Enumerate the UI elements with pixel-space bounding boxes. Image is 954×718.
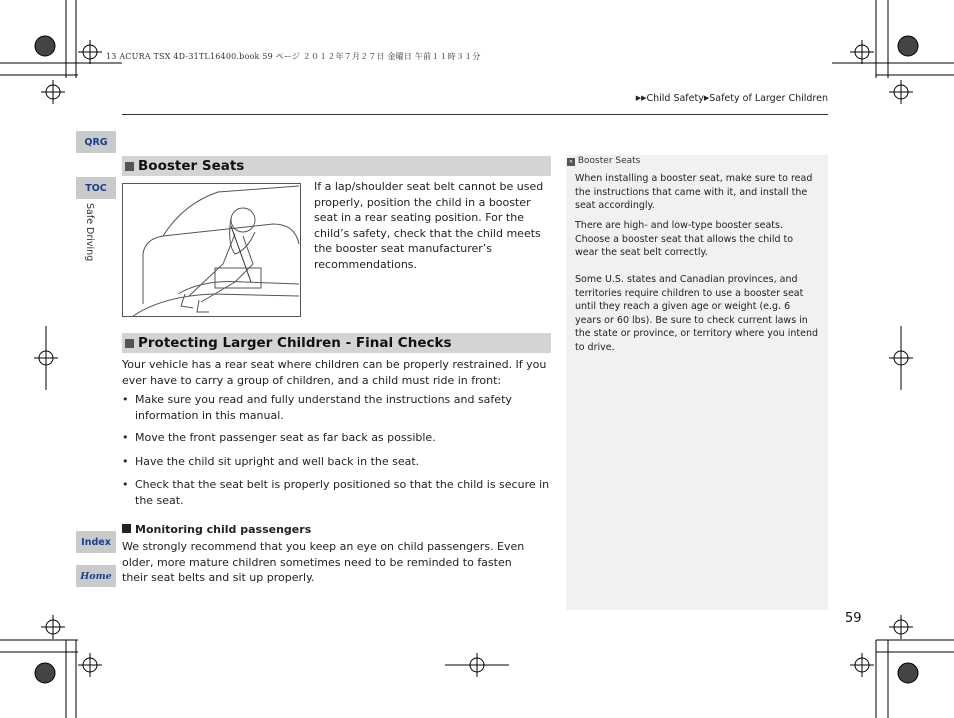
heading-square-icon — [125, 339, 134, 348]
index-button[interactable]: Index — [76, 531, 116, 553]
toc-button[interactable]: TOC — [76, 177, 116, 199]
home-label: Home — [80, 570, 112, 582]
home-button[interactable] — [76, 565, 116, 587]
booster-seats-title: Booster Seats — [138, 158, 245, 174]
breadcrumb-separator: ▶ — [703, 94, 710, 102]
print-header: 13 ACURA TSX 4D-31TL16400.book 59 ページ ２０１２年７月２７日 金曜日 午前１１時３１分 — [106, 52, 481, 61]
final-checks-list — [122, 392, 552, 508]
booster-seats-text: If a lap/shoulder seat belt cannot be used properly, position the child in a booster seat in a rear seating position. For the child’s safety, check that the child meets the booster seat manufacturer’s recommendations. — [314, 180, 544, 271]
side-note-title — [567, 156, 640, 166]
monitoring-heading — [122, 523, 311, 536]
breadcrumb-larger-children[interactable]: Safety of Larger Children — [709, 93, 828, 104]
heading-square-icon — [125, 162, 134, 171]
child-in-booster-seat-drawing — [123, 184, 300, 316]
booster-seats-heading — [122, 156, 551, 176]
list-item: • Make sure you read and fully understand the instructions and safety information in this manual. — [122, 392, 552, 423]
breadcrumb-child-safety[interactable]: Child Safety — [646, 93, 704, 104]
final-checks-title: Protecting Larger Children - Final Checks — [138, 335, 452, 351]
breadcrumb — [636, 93, 828, 104]
side-note-title-text: Booster Seats — [577, 156, 641, 166]
monitoring-text: We strongly recommend that you keep an eye on child passengers. Even older, more mature children sometimes need to be reminded to fasten their seat belts and sit up properly. — [122, 540, 525, 584]
page-number: 59 — [845, 611, 862, 626]
qrg-button[interactable]: QRG — [76, 131, 116, 153]
final-checks-heading — [122, 333, 551, 353]
header-rule — [122, 114, 828, 115]
breadcrumb-arrows: ▶▶ — [635, 94, 647, 102]
side-tab-safe-driving: Safe Driving — [84, 203, 95, 262]
reference-icon: » — [567, 158, 575, 166]
final-checks-intro: Your vehicle has a rear seat where children can be properly restrained. If you ever have to carry a group of children, and a child must ride in front: — [122, 358, 547, 387]
list-item: • Have the child sit upright and well back in the seat. — [122, 454, 552, 470]
list-item: • Check that the seat belt is properly positioned so that the child is secure in the seat. — [122, 477, 552, 508]
monitoring-title: Monitoring child passengers — [135, 523, 312, 536]
side-note-p1: When installing a booster seat, make sure to read the instructions that came with it, and install the seat accordingly. — [575, 173, 813, 211]
list-item: • Move the front passenger seat as far back as possible. — [122, 430, 552, 446]
side-note-p3: Some U.S. states and Canadian provinces, and territories require children to use a booster seat until they reach a given age or weight (e.g. 6 years or 60 lbs). Be sure to check current laws in the state or province, or territory where you intend to drive. — [575, 274, 818, 353]
heading-square-icon — [122, 524, 131, 533]
side-note-p2: There are high- and low-type booster seats. Choose a booster seat that allows the child to wear the seat belt correctly. — [575, 220, 794, 258]
booster-seat-illustration — [122, 183, 301, 317]
